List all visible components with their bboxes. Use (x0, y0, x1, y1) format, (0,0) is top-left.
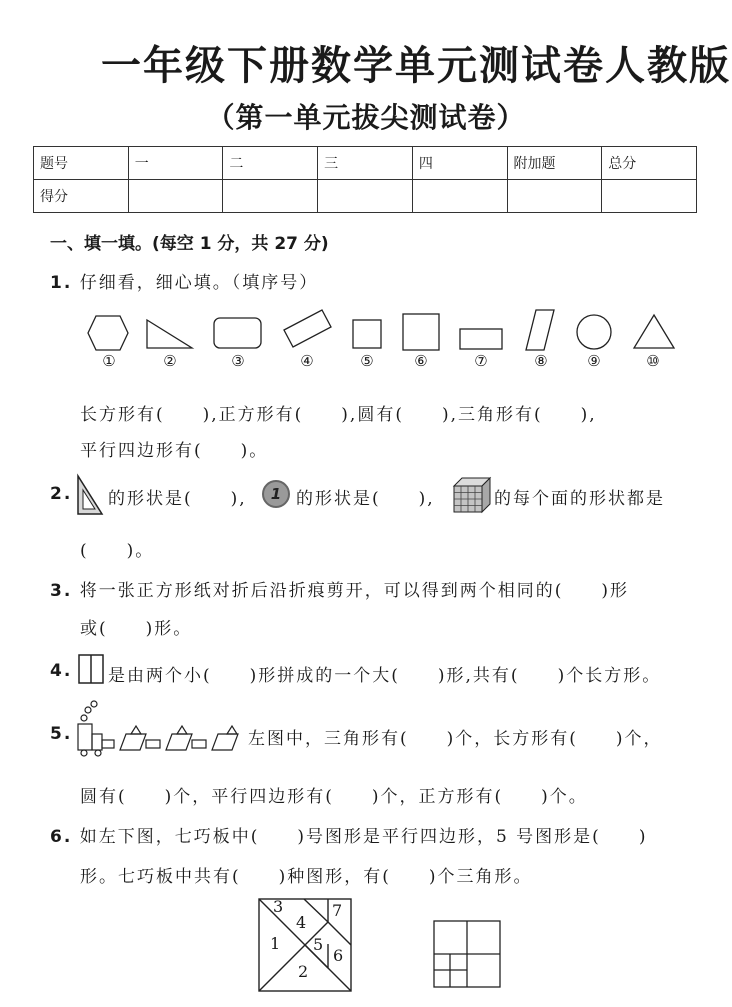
page-title: 一年级下册数学单元测试卷人教版 (101, 43, 731, 89)
score-header-cell: 题号 (34, 147, 129, 180)
page-subtitle: （第一单元拔尖测试卷） (206, 101, 526, 134)
question-number: 1. (50, 273, 73, 293)
question-number: 4. (50, 661, 73, 681)
question-text: 如左下图，七巧板中( )号图形是平行四边形，5 号图形是( ) (79, 827, 648, 847)
question-text: 的形状是( ), (296, 489, 435, 509)
answer-line: 或( )形。 (80, 619, 193, 639)
question-text: 的每个面的形状都是 (494, 489, 665, 509)
question-number: 5. (50, 724, 73, 744)
score-table-score-row (34, 180, 697, 213)
score-cell[interactable] (223, 180, 318, 213)
tangram-label: 2 (298, 962, 309, 981)
score-header-cell: 四 (412, 147, 507, 180)
question-text: 的形状是( ), (108, 489, 247, 509)
cube-icon (452, 476, 492, 514)
score-cell[interactable] (128, 180, 223, 213)
answer-line: ( )。 (80, 541, 155, 561)
train-figure (74, 696, 244, 758)
score-cell[interactable] (507, 180, 602, 213)
shape-label: ① (102, 352, 116, 370)
question-number: 6. (50, 827, 73, 847)
answer-line: 圆有( )个，平行四边形有( )个，正方形有( )个。 (80, 787, 588, 807)
rounded-rectangle-shape (214, 318, 261, 348)
shape-label: ⑧ (534, 352, 548, 370)
question-text: 将一张正方形纸对折后沿折痕剪开，可以得到两个相同的( )形 (79, 581, 629, 601)
answer-line: 平行四边形有( )。 (80, 441, 269, 461)
score-cell[interactable] (602, 180, 697, 213)
answer-line: 形。七巧板中共有( )种图形，有( )个三角形。 (80, 867, 533, 887)
parallelogram-shape (526, 310, 554, 350)
coin-icon: 1 (262, 480, 290, 508)
score-header-cell: 三 (318, 147, 413, 180)
shape-label: ⑥ (414, 352, 428, 370)
question-6 (50, 822, 647, 847)
tangram-label: 5 (313, 935, 324, 954)
answer-line: 长方形有( ),正方形有( ),圆有( ),三角形有( ), (80, 405, 597, 425)
score-cell[interactable] (412, 180, 507, 213)
question-text: 是由两个小( )形拼成的一个大( )形,共有( )个长方形。 (108, 666, 662, 686)
score-cell[interactable] (318, 180, 413, 213)
question-1 (50, 268, 318, 293)
tilted-rectangle-shape (284, 310, 331, 347)
score-row-label: 得分 (34, 180, 129, 213)
tangram-label: 7 (332, 901, 343, 920)
rectangle-shape (460, 329, 502, 349)
shape-label: ⑤ (360, 352, 374, 370)
tangram-label: 1 (270, 934, 281, 953)
square-shape (403, 314, 439, 350)
score-header-cell: 二 (223, 147, 318, 180)
hexagon-shape (88, 316, 128, 350)
shape-label: ⑩ (646, 352, 660, 370)
question-3 (50, 576, 629, 601)
score-header-cell: 一 (128, 147, 223, 180)
section-heading: 一、填一填。(每空 1 分，共 27 分) (50, 234, 329, 254)
shape-label: ② (163, 352, 177, 370)
shapes-figure (0, 300, 732, 360)
score-header-cell: 总分 (602, 147, 697, 180)
score-header-cell: 附加题 (507, 147, 602, 180)
shape-label: ⑨ (587, 352, 601, 370)
question-text: 仔细看，细心填。（填序号） (79, 273, 319, 293)
shape-label: ④ (300, 352, 314, 370)
triangle-shape (634, 315, 674, 348)
right-triangle-shape (147, 320, 192, 348)
question-text: 左图中，三角形有( )个，长方形有( )个， (248, 729, 663, 749)
small-square-shape (353, 320, 381, 348)
tangram-label: 4 (296, 913, 307, 932)
circle-shape (577, 315, 611, 349)
double-rectangle-icon (78, 654, 104, 684)
score-table (33, 146, 697, 213)
tangram-label: 6 (333, 946, 344, 965)
score-table-header-row (34, 147, 697, 180)
question-number: 3. (50, 581, 73, 601)
shape-label: ③ (231, 352, 245, 370)
grid-square-figure (433, 920, 503, 990)
question-number: 2. (50, 484, 73, 504)
shape-label: ⑦ (474, 352, 488, 370)
set-square-icon (74, 474, 104, 516)
tangram-label: 3 (273, 897, 284, 916)
